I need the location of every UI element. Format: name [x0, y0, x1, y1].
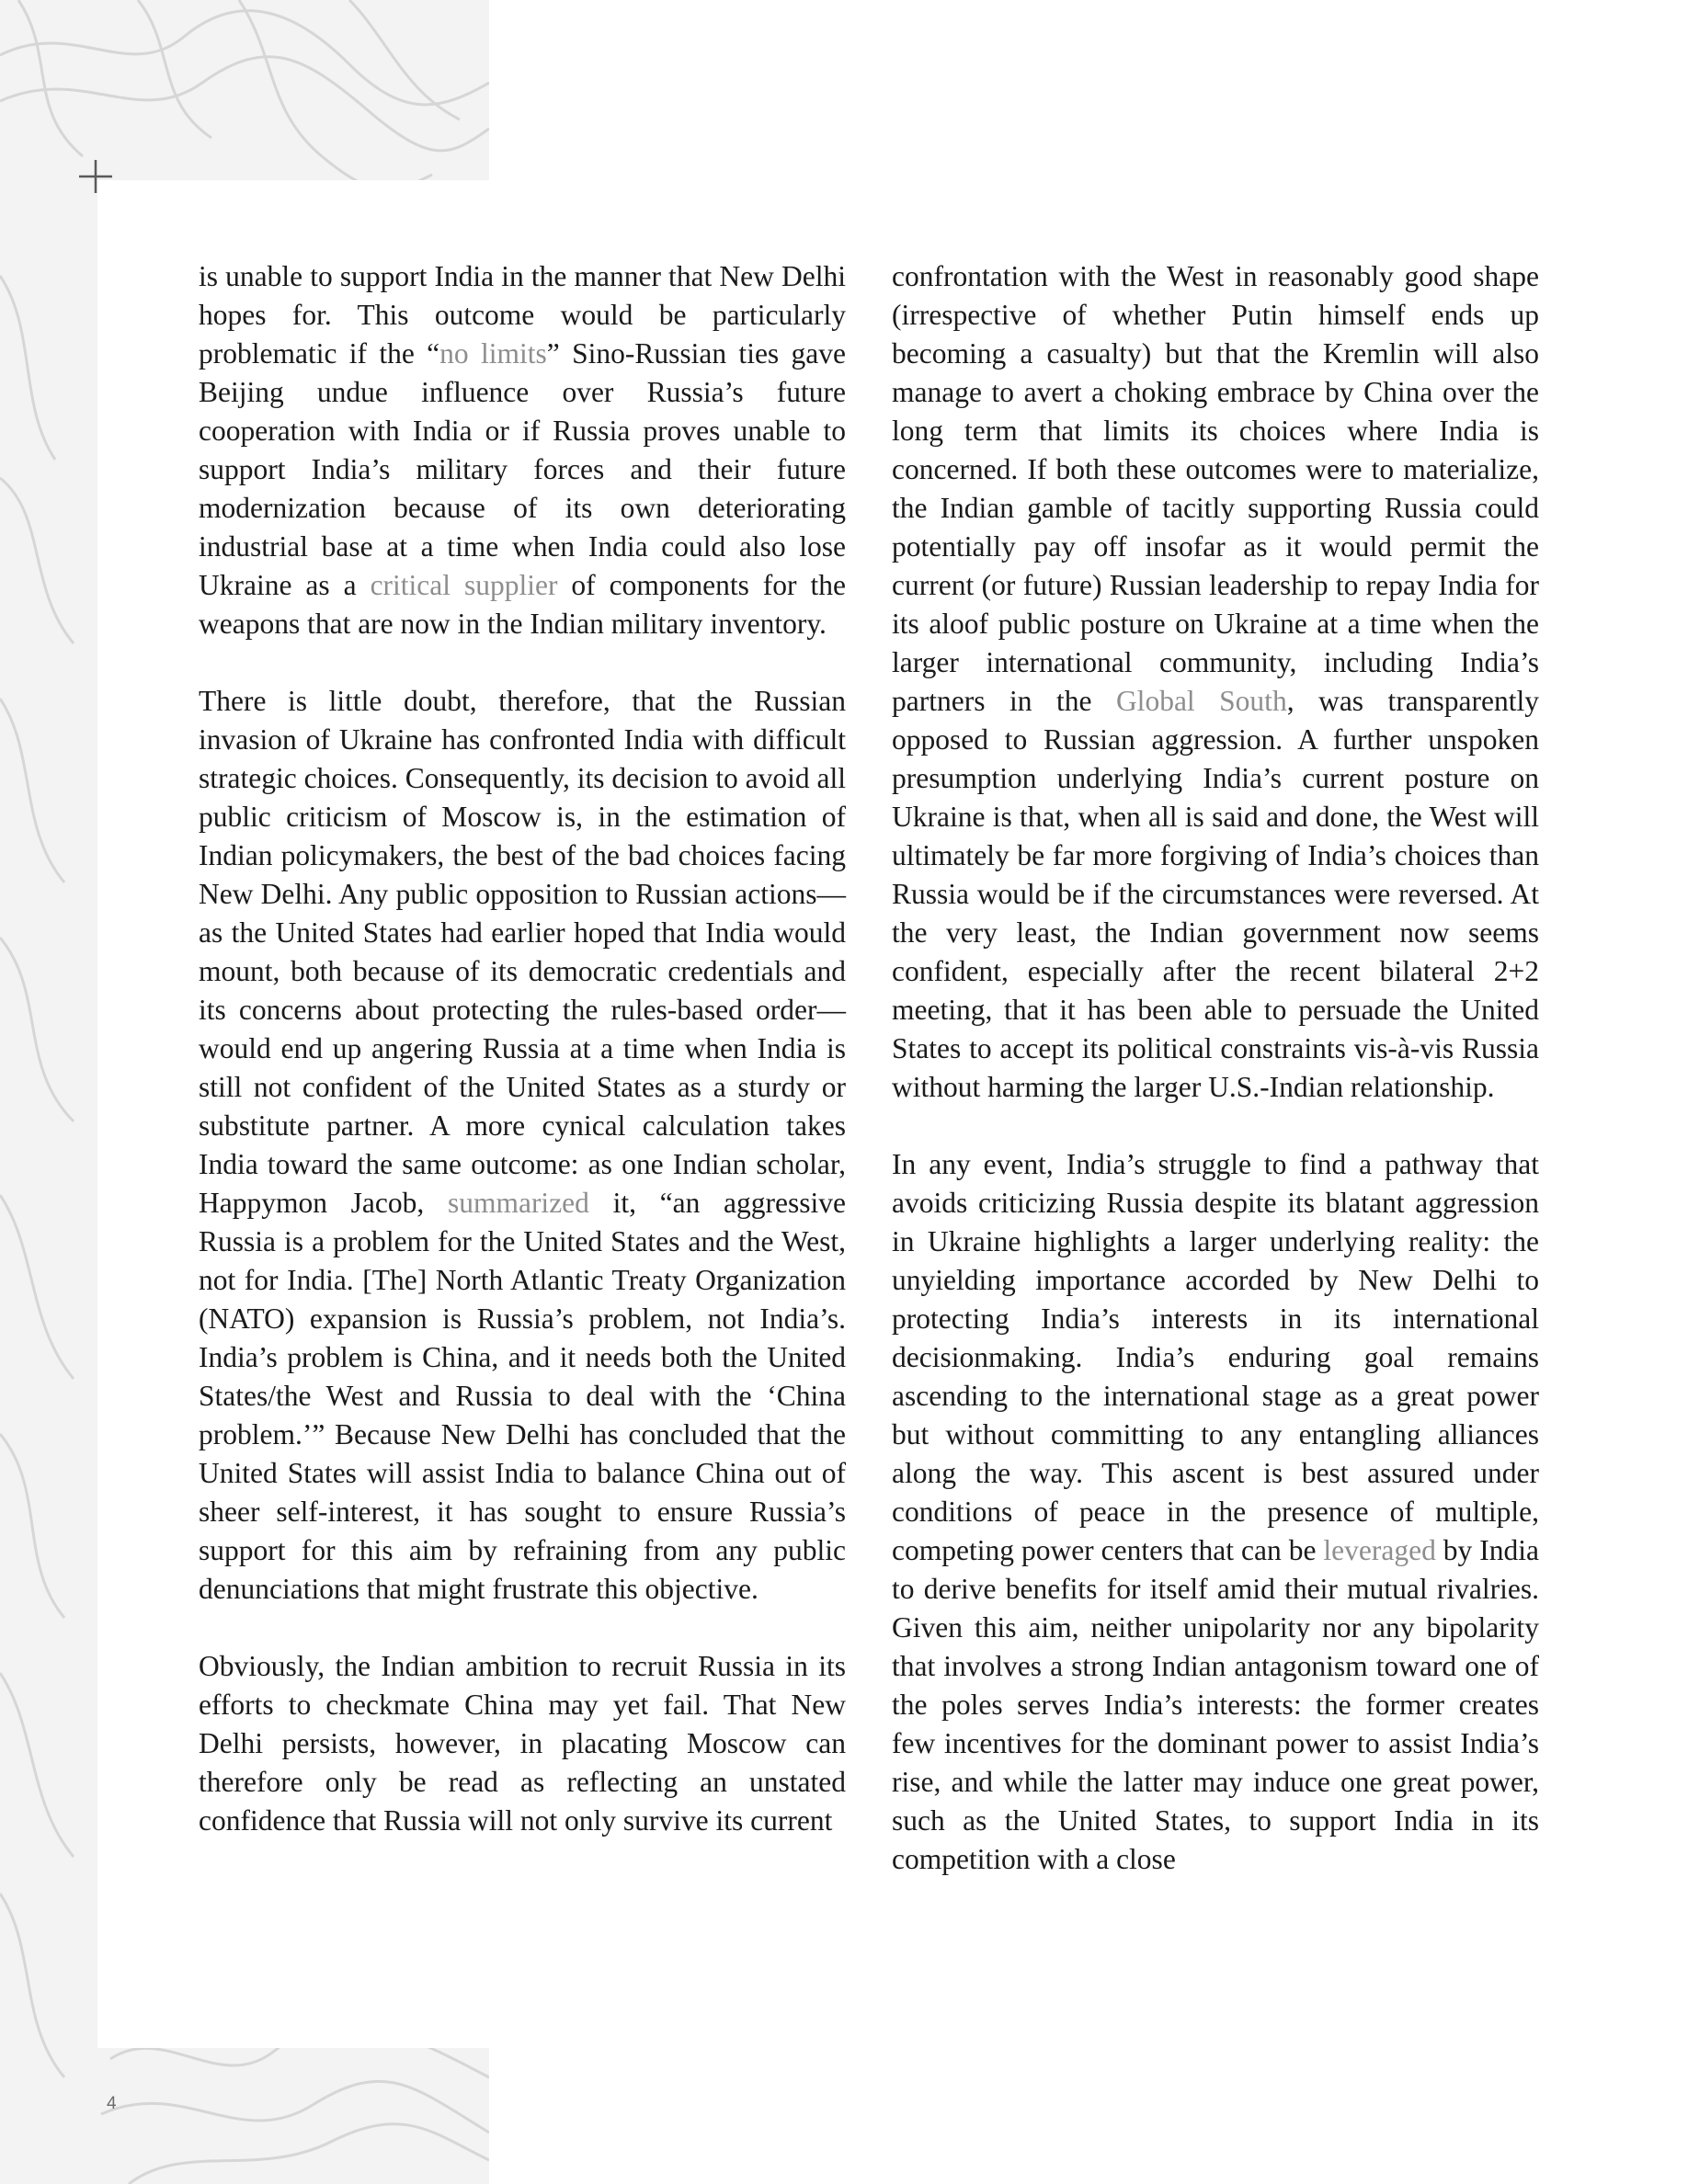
no-limits-link[interactable]: no limits [439, 337, 547, 370]
global-south-link[interactable]: Global South [1115, 685, 1287, 717]
paragraph: In any event, India’s struggle to find a pathway that avoids criticizing Russia despite its blatant aggression in Ukraine highlights a larger underlying reality: the unyielding importance accorded by New Delhi to protecting India’s interests in its international decisionmaking. India’s enduring goal remains ascending to the international stage as a great power but without committing to any entangling alliances along the way. This ascent is best assured under conditions of peace in the presence of multiple, competing power centers that can be leveraged by India to derive benefits for itself amid their mutual rivalries. Given this aim, neither unipolarity nor any bipolarity that involves a strong Indian antagonism toward one of the poles serves India’s interests: the former creates few incentives for the dominant power to assist India’s rise, and while the latter may induce one great power, such as the United States, to support India in its competition with a close [892, 1148, 1539, 1875]
plus-icon [77, 158, 114, 195]
left-column [199, 257, 846, 1840]
summarized-link[interactable]: summarized [447, 1187, 589, 1219]
paragraph: Obviously, the Indian ambition to recruit Russia in its efforts to checkmate China may yet fail. That New Delhi persists, however, in placating Moscow can therefore only be read as reflecting an unstated confidence that Russia will not only survive its current [199, 1650, 846, 1837]
paragraph: confrontation with the West in reasonably good shape (irrespective of whether Putin himself ends up becoming a casualty) but that the Kremlin will also manage to avert a choking embrace by China over the long term that limits its choices where India is concerned. If both these outcomes were to materialize, the Indian gamble of tacitly supporting Russia could potentially pay off insofar as it would permit the current (or future) Russian leadership to repay India for its aloof public posture on Ukraine at a time when the larger international community, including India’s partners in the Global South, was transparently opposed to Russian aggression. A further unspoken presumption underlying India’s current posture on Ukraine is that, when all is said and done, the West will ultimately be far more forgiving of India’s choices than Russia would be if the circumstances were reversed. At the very least, the Indian government now seems confident, especially after the recent bilateral 2+2 meeting, that it has been able to persuade the United States to accept its political constraints vis-à-vis Russia without harming the larger U.S.-Indian relationship. [892, 260, 1539, 1103]
right-column [892, 257, 1539, 1879]
critical-supplier-link[interactable]: critical supplier [370, 569, 558, 601]
page-number: 4 [107, 2094, 117, 2113]
paragraph: is unable to support India in the manner that New Delhi hopes for. This outcome would be particularly problematic if the “no limits” Sino-Russian ties gave Beijing undue influence over Russia’s future cooperation with India or if Russia proves unable to support India’s military forces and their future modernization because of its own deteriorating industrial base at a time when India could also lose Ukraine as a critical supplier of components for the weapons that are now in the Indian military inventory. [199, 260, 846, 640]
paragraph: There is little doubt, therefore, that the Russian invasion of Ukraine has confronted India with difficult strategic choices. Consequently, its decision to avoid all public criticism of Moscow is, in the estimation of Indian policymakers, the best of the bad choices facing New Delhi. Any public opposition to Russian actions—as the United States had earlier hoped that India would mount, both because of its democratic credentials and its concerns about protecting the rules-based order—would end up angering Russia at a time when India is still not confident of the United States as a sturdy or substitute partner. A more cynical calculation takes India toward the same outcome: as one Indian scholar, Happymon Jacob, summarized it, “an aggressive Russia is a problem for the United States and the West, not for India. [The] North Atlantic Treaty Organization (NATO) expansion is Russia’s problem, not India’s. India’s problem is China, and it needs both the United States/the West and Russia to deal with the ‘China problem.’” Because New Delhi has concluded that the United States will assist India to balance China out of sheer self-interest, it has sought to ensure Russia’s support for this aim by refraining from any public denunciations that might frustrate this objective. [199, 685, 847, 1605]
leveraged-link[interactable]: leveraged [1323, 1534, 1436, 1566]
